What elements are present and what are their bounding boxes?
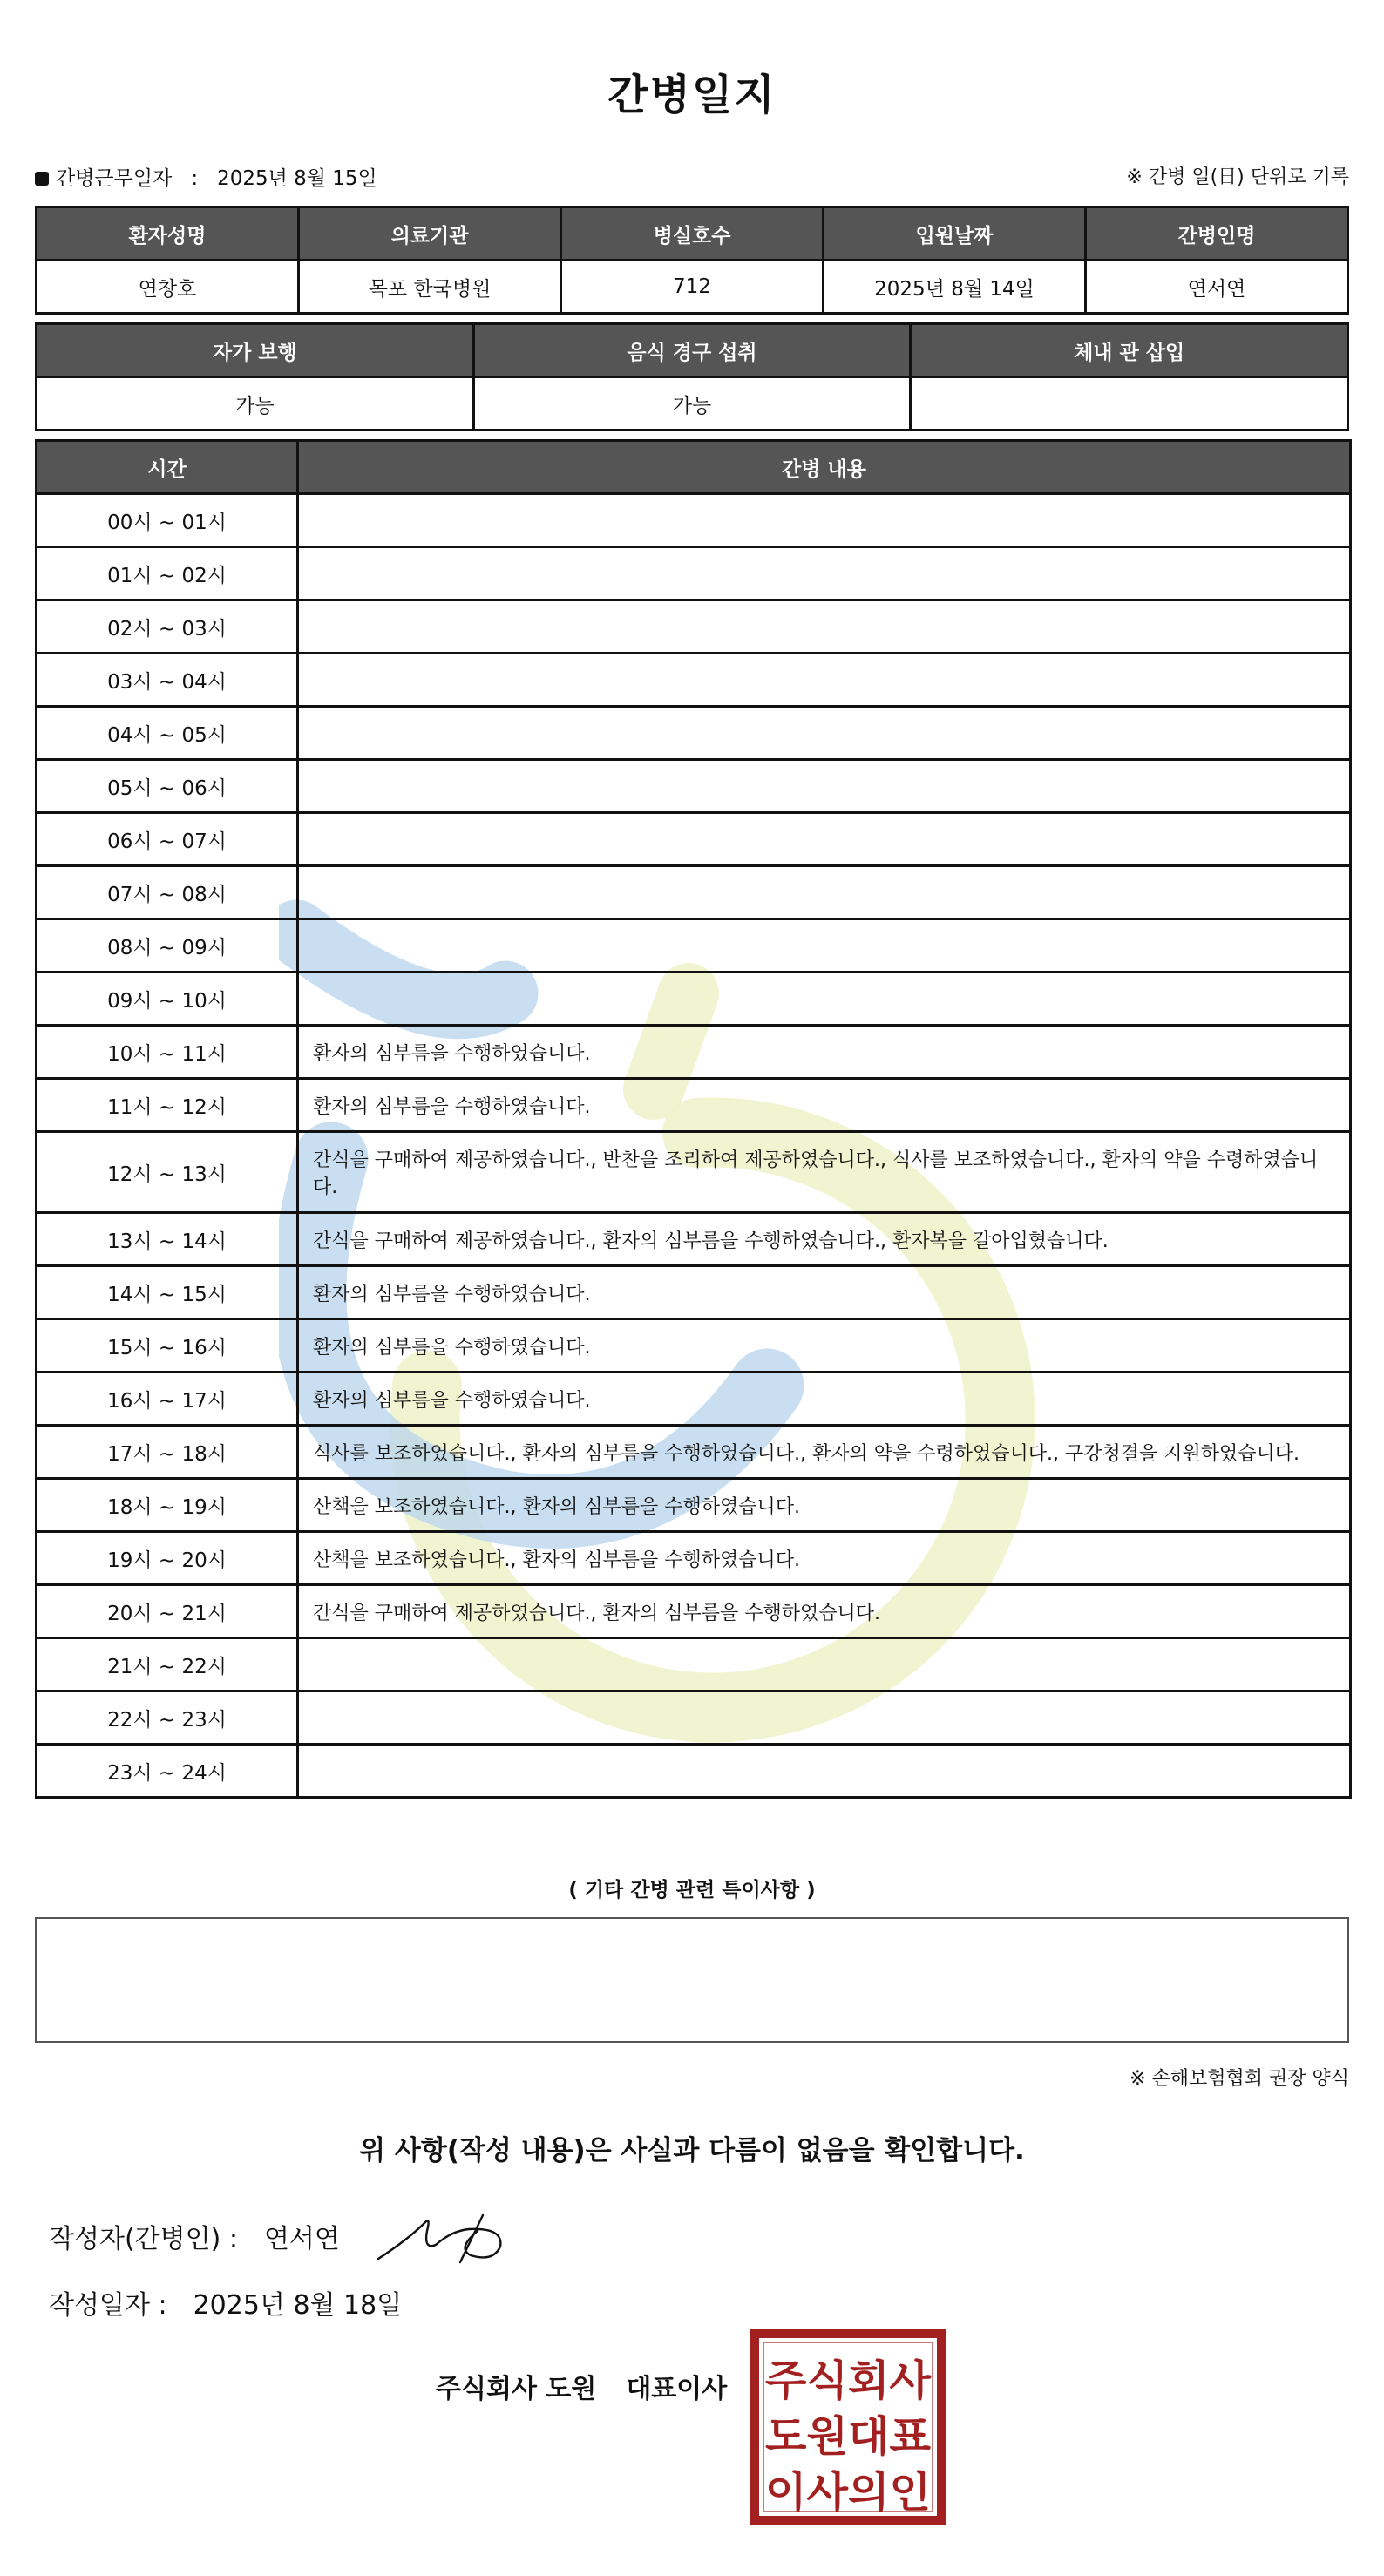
work-date-label: 간병근무일자: [56, 167, 173, 190]
time-cell: 05시 ~ 06시: [37, 760, 298, 813]
content-cell: [298, 919, 1351, 973]
patient-info-table: [35, 206, 1349, 315]
header-tube-insertion: 체내 관 삽입: [911, 324, 1348, 377]
patient-status-header-row: [37, 324, 1348, 377]
content-cell: [298, 707, 1351, 760]
table-row: [37, 1132, 1351, 1213]
notes-box: [35, 1917, 1349, 2043]
header-patient-name: 환자성명: [37, 207, 299, 261]
table-row: [37, 1373, 1351, 1426]
table-row: [37, 760, 1351, 813]
content-cell: [298, 866, 1351, 919]
company-representative: 대표이사: [626, 2374, 728, 2404]
self-walking-value: 가능: [37, 377, 474, 430]
table-row: [37, 494, 1351, 547]
table-row: [37, 707, 1351, 760]
header-oral-intake: 음식 경구 섭취: [473, 324, 911, 377]
patient-info-header-row: [37, 207, 1348, 261]
oral-intake-value: 가능: [473, 377, 911, 430]
table-row: [37, 654, 1351, 707]
table-row: [37, 1026, 1351, 1079]
time-cell: 09시 ~ 10시: [37, 973, 298, 1026]
table-row: [37, 973, 1351, 1026]
patient-status-table: [35, 322, 1349, 431]
time-cell: 14시 ~ 15시: [37, 1266, 298, 1319]
content-cell: [298, 547, 1351, 600]
time-cell: 08시 ~ 09시: [37, 919, 298, 973]
table-row: [37, 1319, 1351, 1373]
time-cell: 15시 ~ 16시: [37, 1319, 298, 1373]
page-title: 간병일지: [607, 71, 777, 119]
confirmation-statement: 위 사항(작성 내용)은 사실과 다름이 없음을 확인합니다.: [359, 2135, 1025, 2166]
time-cell: 21시 ~ 22시: [37, 1638, 298, 1691]
time-cell: 17시 ~ 18시: [37, 1426, 298, 1479]
time-cell: 04시 ~ 05시: [37, 707, 298, 760]
time-cell: 00시 ~ 01시: [37, 494, 298, 547]
time-cell: 20시 ~ 21시: [37, 1585, 298, 1638]
time-cell: 22시 ~ 23시: [37, 1691, 298, 1745]
written-date-line: [49, 2283, 402, 2322]
table-row: [37, 1266, 1351, 1319]
patient-status-value-row: [37, 377, 1348, 430]
room-number: 712: [561, 261, 824, 314]
content-cell: 환자의 심부름을 수행하였습니다.: [298, 1319, 1351, 1373]
content-cell: [298, 494, 1351, 547]
work-date-value: 2025년 8월 15일: [217, 167, 377, 190]
content-cell: [298, 1745, 1351, 1798]
admission-date: 2025년 8월 14일: [824, 261, 1086, 314]
content-cell: [298, 760, 1351, 813]
work-date-row: [35, 162, 1349, 192]
header-admission-date: 입원날짜: [824, 207, 1086, 261]
table-row: [37, 1585, 1351, 1638]
time-cell: 13시 ~ 14시: [37, 1213, 298, 1266]
table-row: [37, 1532, 1351, 1585]
work-date: [35, 162, 377, 191]
table-row: [37, 1426, 1351, 1479]
time-cell: 10시 ~ 11시: [37, 1026, 298, 1079]
content-cell: 산책을 보조하였습니다., 환자의 심부름을 수행하였습니다.: [298, 1532, 1351, 1585]
content-cell: 환자의 심부름을 수행하였습니다.: [298, 1079, 1351, 1132]
time-cell: 12시 ~ 13시: [37, 1132, 298, 1213]
time-cell: 16시 ~ 17시: [37, 1373, 298, 1426]
table-row: [37, 547, 1351, 600]
form-source-note: ※ 손해보험협회 권장 양식: [1130, 2068, 1349, 2090]
writer-label: 작성자(간병인) :: [49, 2224, 238, 2254]
content-cell: 식사를 보조하였습니다., 환자의 심부름을 수행하였습니다., 환자의 약을 수령하였습니다., 구강청결을 지원하였습니다.: [298, 1426, 1351, 1479]
header-hospital: 의료기관: [299, 207, 561, 261]
header-room-number: 병실호수: [561, 207, 824, 261]
content-cell: [298, 600, 1351, 654]
table-row: [37, 919, 1351, 973]
company-name: 주식회사 도원: [436, 2374, 597, 2404]
time-cell: 18시 ~ 19시: [37, 1479, 298, 1532]
seal-line-3: 이사의인: [765, 2468, 931, 2517]
content-cell: 환자의 심부름을 수행하였습니다.: [298, 1266, 1351, 1319]
time-cell: 06시 ~ 07시: [37, 813, 298, 866]
content-cell: 산책을 보조하였습니다., 환자의 심부름을 수행하였습니다.: [298, 1479, 1351, 1532]
table-row: [37, 1638, 1351, 1691]
table-row: [37, 1691, 1351, 1745]
header-caregiver-name: 간병인명: [1086, 207, 1348, 261]
content-cell: [298, 654, 1351, 707]
seal-line-1: 주식회사: [765, 2356, 932, 2405]
time-cell: 07시 ~ 08시: [37, 866, 298, 919]
table-row: [37, 1079, 1351, 1132]
work-date-colon: :: [191, 167, 199, 190]
header-time: 시간: [37, 441, 298, 494]
content-cell: 간식을 구매하여 제공하였습니다., 환자의 심부름을 수행하였습니다.: [298, 1585, 1351, 1638]
content-cell: 환자의 심부름을 수행하였습니다.: [298, 1026, 1351, 1079]
company-signature-line: [436, 2367, 727, 2405]
written-date-value: 2025년 8월 18일: [193, 2290, 403, 2321]
writer-name: 연서연: [263, 2224, 340, 2254]
written-date-label: 작성일자 :: [49, 2290, 167, 2321]
time-cell: 19시 ~ 20시: [37, 1532, 298, 1585]
tube-insertion-value: [911, 377, 1348, 430]
care-log-table: [35, 439, 1352, 1799]
content-cell: 간식을 구매하여 제공하였습니다., 환자의 심부름을 수행하였습니다., 환자복을 갈아입혔습니다.: [298, 1213, 1351, 1266]
content-cell: [298, 1638, 1351, 1691]
patient-info-value-row: [37, 261, 1348, 314]
time-cell: 11시 ~ 12시: [37, 1079, 298, 1132]
table-row: [37, 813, 1351, 866]
hospital-name: 목포 한국병원: [299, 261, 561, 314]
square-bullet-icon: [35, 172, 49, 186]
table-row: [37, 1213, 1351, 1266]
time-cell: 03시 ~ 04시: [37, 654, 298, 707]
content-cell: 환자의 심부름을 수행하였습니다.: [298, 1373, 1351, 1426]
time-cell: 01시 ~ 02시: [37, 547, 298, 600]
table-row: [37, 1479, 1351, 1532]
table-row: [37, 1745, 1351, 1798]
header-care-content: 간병 내용: [298, 441, 1351, 494]
care-log-header-row: [37, 441, 1351, 494]
content-cell: [298, 813, 1351, 866]
content-cell: [298, 973, 1351, 1026]
content-cell: 간식을 구매하여 제공하였습니다., 반찬을 조리하여 제공하였습니다., 식사를 보조하였습니다., 환자의 약을 수령하였습니다.: [298, 1132, 1351, 1213]
content-cell: [298, 1691, 1351, 1745]
writer-line: [49, 2217, 340, 2255]
time-cell: 23시 ~ 24시: [37, 1745, 298, 1798]
notes-title: ( 기타 간병 관련 특이사항 ): [568, 1879, 816, 1901]
handwritten-signature-icon: [373, 2205, 512, 2274]
company-seal-icon: [750, 2329, 946, 2525]
patient-name: 연창호: [37, 261, 299, 314]
record-note: ※ 간병 일(日) 단위로 기록: [1126, 166, 1349, 188]
header-self-walking: 자가 보행: [37, 324, 474, 377]
time-cell: 02시 ~ 03시: [37, 600, 298, 654]
table-row: [37, 600, 1351, 654]
caregiver-name: 연서연: [1086, 261, 1348, 314]
seal-line-2: 도원대표: [765, 2412, 932, 2461]
table-row: [37, 866, 1351, 919]
